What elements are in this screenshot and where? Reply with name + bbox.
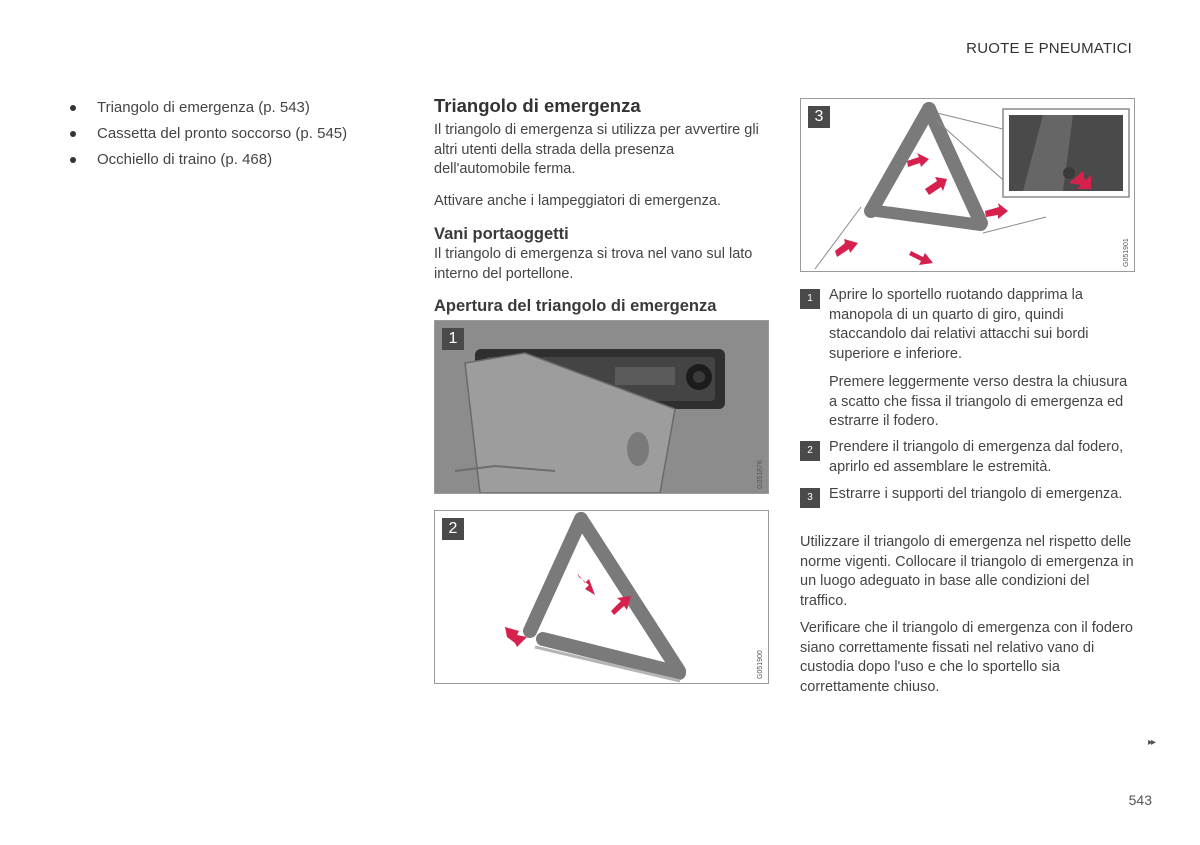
related-link[interactable]: Occhiello di traino (p. 468) [68,147,398,173]
figure-2-assembling-triangle [434,510,769,684]
section-header: RUOTE E PNEUMATICI [966,40,1132,57]
figure-badge: 3 [808,106,830,128]
direction-arrow-icon [611,596,631,615]
step-3 [800,485,1130,505]
usage-paragraph: Utilizzare il triangolo di emergenza nel rispetto delle norme vigenti. Collocare il triangolo di emergenza in un luogo adeguato in base alle condizioni del traffico. [800,534,1134,609]
figure-badge: 1 [442,328,464,350]
step-text: Prendere il triangolo di emergenza dal fodero, aprirlo ed assemblare le estremità. [829,439,1124,475]
figure-3-triangle-supports [800,98,1135,272]
intro-paragraph: Il triangolo di emergenza si utilizza per avvertire gli altri utenti della strada della presenza dell'automobile ferma. [434,122,759,177]
step-text-extra: Premere leggermente verso destra la chiusura a scatto che fissa il triangolo di emergenza ed estrarre il fodero. [829,374,1128,429]
direction-arrow-icon [835,239,858,257]
direction-arrow-icon [925,177,947,195]
direction-arrow-icon [985,203,1008,219]
bullet-icon [70,105,76,111]
related-link[interactable]: Cassetta del pronto soccorso (p. 545) [68,121,398,147]
figure-code: G051900 [757,650,764,679]
opening-heading: Apertura del triangolo di emergenza [434,297,717,315]
continue-arrow-icon: ▸▸ [1147,737,1154,748]
hazard-lights-note: Attivare anche i lampeggiatori di emergenza. [434,193,721,209]
triangle-assembly-illustration [435,511,768,683]
triangle-supports-illustration [801,99,1134,271]
page-title: Triangolo di emergenza [434,95,641,116]
direction-arrow-icon [909,251,933,265]
related-links-list [68,95,398,173]
related-link[interactable]: Triangolo di emergenza (p. 543) [68,95,398,121]
figure-badge: 2 [442,518,464,540]
step-1 [800,286,1130,432]
tailgate-compartment-illustration [435,321,768,493]
bullet-icon [70,157,76,163]
page-number: 543 [1128,792,1152,808]
step-text: Aprire lo sportello ruotando dapprima la manopola di un quarto di giro, quindi staccandolo dai relativi attacchi sui bordi superiore e inferiore. [829,287,1089,362]
storage-heading: Vani portaoggetti [434,225,569,243]
figure-code: G051901 [1123,238,1130,267]
storage-paragraph: Il triangolo di emergenza si trova nel vano sul lato interno del portellone. [434,246,753,282]
step-text: Estrarre i supporti del triangolo di emergenza. [829,486,1123,502]
step-2 [800,438,1130,477]
step-number: 1 [800,289,820,309]
figure-1-tailgate-compartment [434,320,769,494]
step-number: 2 [800,441,820,461]
figure-code: G051876 [757,460,764,489]
step-number: 3 [800,488,820,508]
bullet-icon [70,131,76,137]
storage-check-paragraph: Verificare che il triangolo di emergenza con il fodero siano correttamente fissati nel relativo vano di custodia dopo l'uso e che lo sportello sia correttamente chiuso. [800,620,1133,695]
direction-arrow-icon [577,573,595,595]
